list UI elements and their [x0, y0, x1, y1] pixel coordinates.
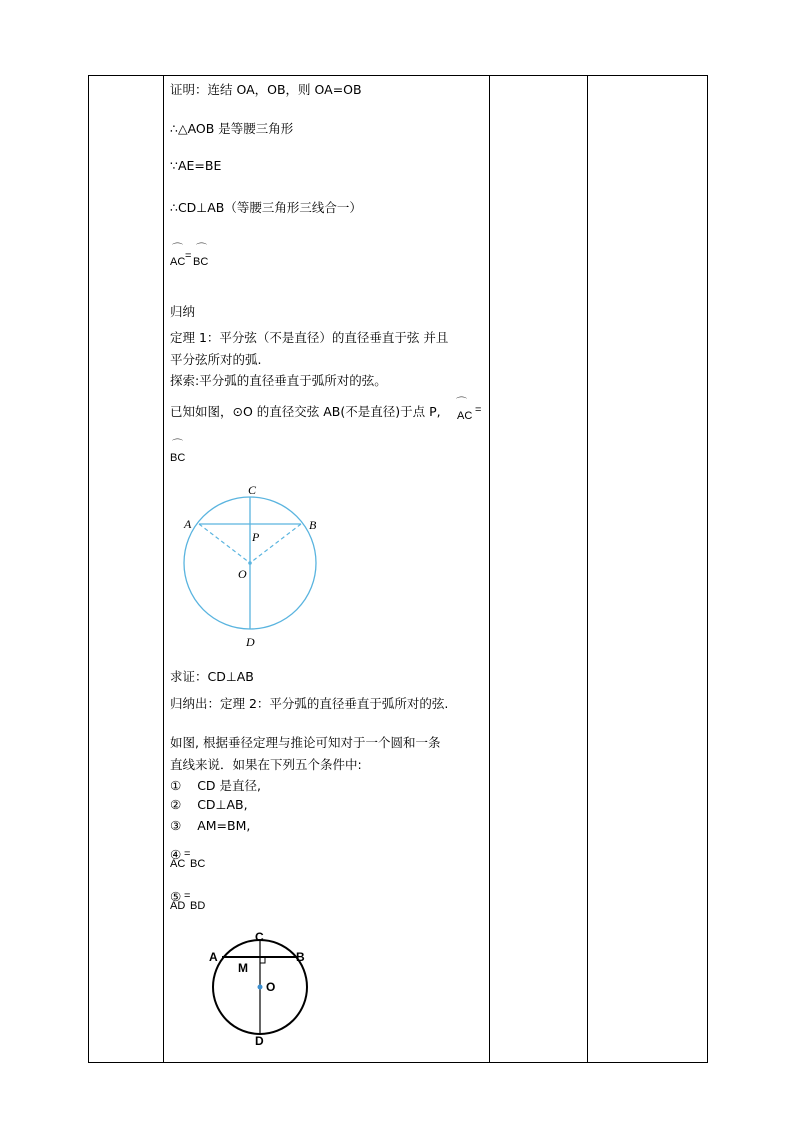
condition-number: ⑤ — [170, 889, 182, 904]
theorem-1-line-b: 平分弦所对的弧. — [170, 352, 262, 367]
arc-mark-icon: ⌒ — [172, 243, 182, 255]
column-divider — [489, 76, 490, 1062]
center-point — [248, 561, 252, 565]
proof-line-2: ∴△AOB 是等腰三角形 — [170, 121, 294, 136]
condition-2 — [170, 797, 248, 812]
condition-number: ④ — [170, 847, 182, 862]
label-o: O — [266, 980, 276, 994]
label-b: B — [296, 950, 305, 964]
arc-ac: AC — [170, 256, 186, 268]
prove-line: 求证：CD⊥AB — [170, 669, 254, 684]
label-a: A — [184, 517, 192, 531]
arc-bc: BC — [193, 256, 209, 268]
conditions-intro-a: 如图, 根据垂径定理与推论可知对于一个圆和一条 — [170, 735, 441, 750]
given-arc-bc: BC — [170, 452, 186, 464]
condition-5-b: BD — [190, 900, 206, 912]
arc-mark-icon: ⌒ — [196, 243, 206, 255]
arc-eq: = — [185, 250, 192, 262]
label-d: D — [255, 1034, 264, 1048]
arc-mark-icon: ⌒ — [456, 397, 466, 409]
condition-text: CD⊥AB, — [197, 797, 248, 812]
column-divider — [163, 76, 164, 1062]
circle-figure-2 — [200, 925, 350, 1050]
explore-line: 探索:平分弧的直径垂直于弧所对的弦。 — [170, 373, 387, 388]
theorem-1-line-a: 定理 1：平分弦（不是直径）的直径垂直于弦 并且 — [170, 330, 449, 345]
condition-number: ③ — [170, 818, 182, 833]
proof-line-3: ∵AE=BE — [170, 158, 222, 173]
label-a: A — [209, 950, 218, 964]
column-divider — [587, 76, 588, 1062]
radius-oa — [199, 524, 250, 563]
circle-figure-1 — [170, 478, 350, 653]
label-c: C — [248, 483, 257, 497]
condition-4-eq: = — [184, 848, 191, 860]
summary-heading: 归纳 — [170, 304, 196, 319]
label-c: C — [255, 930, 264, 944]
center-point — [258, 985, 263, 990]
proof-line-1: 证明：连结 OA，OB，则 OA=OB — [170, 82, 362, 97]
label-o: O — [238, 567, 247, 581]
condition-text: AM=BM, — [197, 818, 251, 833]
condition-5-eq: = — [184, 890, 191, 902]
proof-line-4: ∴CD⊥AB（等腰三角形三线合一） — [170, 200, 362, 215]
label-b: B — [309, 518, 317, 532]
condition-5-a: AD — [170, 900, 186, 912]
arc-mark-icon: ⌒ — [172, 439, 182, 451]
label-m: M — [238, 961, 248, 975]
given-arc-ac: AC — [457, 410, 473, 422]
condition-number: ① — [170, 778, 182, 793]
condition-4-b: BC — [190, 858, 206, 870]
condition-1 — [170, 776, 261, 794]
given-eq: = — [475, 404, 482, 416]
condition-4-a: AC — [170, 858, 186, 870]
condition-3 — [170, 818, 250, 833]
condition-text: CD 是直径, — [197, 778, 262, 793]
label-p: P — [252, 530, 260, 544]
conditions-intro-b: 直线来说．如果在下列五个条件中: — [170, 757, 362, 772]
given-line: 已知如图，⊙O 的直径交弦 AB(不是直径)于点 P, — [170, 404, 441, 419]
condition-number: ② — [170, 797, 182, 812]
theorem-2-line: 归纳出：定理 2：平分弧的直径垂直于弧所对的弦. — [170, 696, 449, 711]
label-d: D — [246, 635, 255, 649]
